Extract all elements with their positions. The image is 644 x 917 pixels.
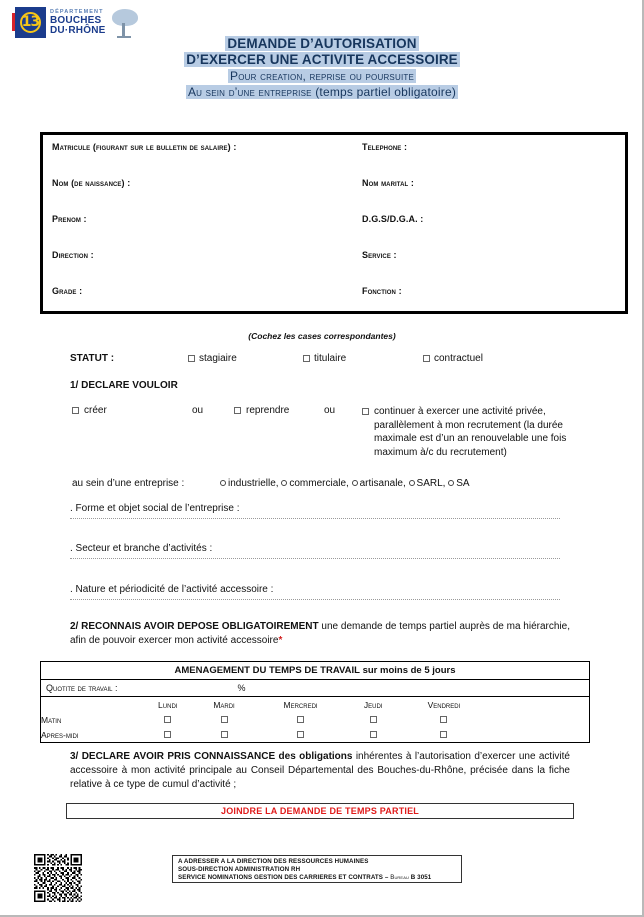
option-label: créer xyxy=(84,405,107,416)
spacer-cell xyxy=(489,712,589,727)
option-label: SA xyxy=(456,478,470,489)
title-line-3: Pour creation, reprise ou poursuite xyxy=(230,69,414,83)
fill-in-line[interactable] xyxy=(70,517,560,519)
address-line-1: A ADRESSER A LA DIRECTION DES RESSOURCES HUMAINES xyxy=(178,858,369,865)
fill-in-line[interactable] xyxy=(70,557,560,559)
checkbox-icon[interactable] xyxy=(221,731,228,738)
section1-choices xyxy=(72,405,612,459)
radio-option-artisanale[interactable] xyxy=(352,478,406,489)
checkbox-option-creer[interactable] xyxy=(72,405,192,416)
field-label-nom-marital: Nom marital : xyxy=(362,178,415,188)
joindre-banner xyxy=(66,803,574,819)
conjunction-ou-2: ou xyxy=(324,405,336,416)
quotite-row xyxy=(41,680,589,697)
section2-text: une demande de temps partiel auprès de ma hiérarchie, afin de pouvoir exercer mon activité accessoire xyxy=(70,621,570,646)
checkbox-icon[interactable] xyxy=(297,731,304,738)
logo-name-line1: BOUCHES xyxy=(50,15,102,27)
radio-icon[interactable] xyxy=(409,480,415,486)
identity-row xyxy=(43,135,625,171)
schedule-title-rest: sur moins de 5 jours xyxy=(359,665,456,676)
spacer-cell xyxy=(489,727,589,742)
column-header-jeudi: Jeudi xyxy=(363,699,383,710)
field-label-telephone: Telephone : xyxy=(362,142,408,152)
field-label-dgs-dga: D.G.S/D.G.A. : xyxy=(362,214,424,224)
table-row xyxy=(41,712,589,727)
section3-bold-lead: 3/ DECLARE AVOIR PRIS CONNAISSANCE des obligations xyxy=(70,751,353,762)
logo-department-label: DÉPARTEMENT xyxy=(50,8,104,15)
checkbox-cell-matin-mardi[interactable] xyxy=(195,712,254,727)
address-line-3-main: SERVICE NOMINATIONS GESTION DES CARRIERES ET CONTRATS – xyxy=(178,874,391,882)
column-header-mardi: Mardi xyxy=(213,699,235,710)
option-label: stagiaire xyxy=(199,353,237,364)
option-label: industrielle, xyxy=(228,478,279,489)
checkbox-cell-apresmidi-jeudi[interactable] xyxy=(348,727,399,742)
checkbox-cell-matin-lundi[interactable] xyxy=(141,712,195,727)
option-label: contractuel xyxy=(434,353,483,364)
qr-code-icon[interactable] xyxy=(34,854,82,902)
field-forme-objet-social xyxy=(70,503,560,519)
radio-icon[interactable] xyxy=(352,480,358,486)
title-line-2: D’EXERCER UNE ACTIVITE ACCESSOIRE xyxy=(186,52,458,67)
entreprise-label: au sein d’une entreprise : xyxy=(72,478,185,489)
checkbox-option-stagiaire[interactable] xyxy=(188,353,303,364)
logo-wordmark xyxy=(50,10,106,39)
checkbox-icon[interactable] xyxy=(221,716,228,723)
identity-fields-box xyxy=(40,132,628,314)
work-schedule-table xyxy=(40,661,590,743)
table-row xyxy=(41,697,589,713)
radio-icon[interactable] xyxy=(448,480,454,486)
field-label-service: Service : xyxy=(362,250,397,260)
title-line-4: Au sein d’une entreprise (temps partiel obligatoire) xyxy=(187,85,457,99)
field-label: . Forme et objet social de l’entreprise : xyxy=(70,503,240,514)
title-line-1: DEMANDE D’AUTORISATION xyxy=(227,36,417,51)
radio-option-sa[interactable] xyxy=(448,478,469,489)
option-label: commerciale, xyxy=(289,478,349,489)
checkbox-option-reprendre[interactable] xyxy=(234,405,324,416)
option-label: SARL, xyxy=(416,478,446,489)
section2-bold-lead: 2/ RECONNAIS AVOIR DEPOSE OBLIGATOIREMENT xyxy=(70,621,319,632)
checkbox-option-continuer[interactable] xyxy=(362,405,592,459)
address-line-3 xyxy=(178,874,461,882)
checkbox-icon[interactable] xyxy=(303,355,310,362)
logo-number: 13 xyxy=(21,14,40,30)
checkbox-icon[interactable] xyxy=(188,355,195,362)
section2-paragraph xyxy=(70,620,570,648)
quotite-value[interactable]: % xyxy=(237,683,246,693)
address-bureau-label: Bureau xyxy=(390,874,409,882)
field-label: . Secteur et branche d’activités : xyxy=(70,543,213,554)
option-label: titulaire xyxy=(314,353,347,364)
checkbox-instruction: (Cochez les cases correspondantes) xyxy=(248,331,396,341)
checkbox-icon[interactable] xyxy=(370,731,377,738)
field-label-matricule: Matricule (figurant sur le bulletin de salaire) : xyxy=(52,142,237,152)
schedule-title-bold: AMENAGEMENT DU TEMPS DE TRAVAIL xyxy=(174,665,360,676)
identity-row xyxy=(43,171,625,207)
field-secteur-branche xyxy=(70,543,560,559)
checkbox-cell-matin-mercredi[interactable] xyxy=(254,712,348,727)
entreprise-type-row xyxy=(72,478,612,489)
option-label: continuer à exercer une activité privée, parallèlement à mon recrutement (la durée maximale est d’un an renouvelable une fois maximum à/c du recrutement) xyxy=(374,406,567,458)
identity-row xyxy=(43,279,625,315)
column-header-lundi: Lundi xyxy=(158,699,178,710)
field-label-prenom: Prenom : xyxy=(52,214,87,224)
checkbox-icon[interactable] xyxy=(440,716,447,723)
checkbox-cell-apresmidi-lundi[interactable] xyxy=(141,727,195,742)
checkbox-cell-matin-vendredi[interactable] xyxy=(399,712,489,727)
column-header-mercredi: Mercredi xyxy=(283,699,318,710)
checkbox-icon[interactable] xyxy=(440,731,447,738)
statut-label: STATUT : xyxy=(70,353,115,364)
checkbox-icon[interactable] xyxy=(297,716,304,723)
radio-icon[interactable] xyxy=(281,480,287,486)
section3-text: inhérentes à l’autorisation d’exercer une activité accessoire à mon activité principale au Conseil Départemental des Bouches-du-Rhône, précisée dans la fiche relative à ce type de cumul d’activité ; xyxy=(70,751,570,790)
conjunction-ou-1: ou xyxy=(192,405,204,416)
checkbox-cell-apresmidi-mardi[interactable] xyxy=(195,727,254,742)
spacer-cell xyxy=(489,697,589,713)
row-header-matin: Matin xyxy=(41,714,62,725)
table-header-row xyxy=(41,662,589,680)
quotite-cell xyxy=(41,680,589,697)
address-line-2: SOUS-DIRECTION ADMINISTRATION RH xyxy=(178,866,301,874)
required-asterisk: * xyxy=(278,635,283,646)
section3-paragraph xyxy=(70,750,570,792)
quotite-label: Quotite de travail : xyxy=(46,683,118,693)
checkbox-icon[interactable] xyxy=(234,407,241,414)
identity-row xyxy=(43,207,625,243)
field-label-nom: Nom (de naissance) : xyxy=(52,178,131,188)
option-label: reprendre xyxy=(246,405,290,416)
radio-option-commerciale[interactable] xyxy=(281,478,348,489)
row-header-apres-midi: Apres-midi xyxy=(41,729,79,740)
radio-option-industrielle[interactable] xyxy=(220,478,279,489)
field-nature-periodicite xyxy=(70,584,560,600)
column-header-vendredi: Vendredi xyxy=(427,699,461,710)
radio-icon[interactable] xyxy=(220,480,226,486)
field-label-fonction: Fonction : xyxy=(362,286,402,296)
table-row xyxy=(41,727,589,742)
checkbox-icon[interactable] xyxy=(423,355,430,362)
qr-code-svg xyxy=(34,854,82,902)
field-label-direction: Direction : xyxy=(52,250,94,260)
checkbox-icon[interactable] xyxy=(164,716,171,723)
checkbox-option-titulaire[interactable] xyxy=(303,353,423,364)
option-label: artisanale, xyxy=(359,478,406,489)
checkbox-icon[interactable] xyxy=(362,408,369,415)
checkbox-cell-matin-jeudi[interactable] xyxy=(348,712,399,727)
radio-option-sarl[interactable] xyxy=(409,478,446,489)
identity-row xyxy=(43,243,625,279)
checkbox-cell-apresmidi-mercredi[interactable] xyxy=(254,727,348,742)
address-bureau-number: B 3051 xyxy=(408,874,432,882)
section1-heading: 1/ DECLARE VOULOIR xyxy=(70,380,178,391)
checkbox-cell-apresmidi-vendredi[interactable] xyxy=(399,727,489,742)
schedule-title xyxy=(41,662,589,680)
empty-corner-cell xyxy=(41,697,141,713)
logo-name-line2: DU·RHÔNE xyxy=(50,25,106,37)
address-box xyxy=(172,855,462,883)
page-title xyxy=(0,36,644,100)
field-label: . Nature et périodicité de l’activité accessoire : xyxy=(70,584,274,595)
checkbox-icon[interactable] xyxy=(370,716,377,723)
fill-in-line[interactable] xyxy=(70,598,560,600)
checkbox-icon[interactable] xyxy=(72,407,79,414)
statut-row xyxy=(70,353,590,364)
checkbox-option-contractuel[interactable] xyxy=(423,353,483,364)
field-label-grade: Grade : xyxy=(52,286,83,296)
checkbox-icon[interactable] xyxy=(164,731,171,738)
joindre-banner-text: JOINDRE LA DEMANDE DE TEMPS PARTIEL xyxy=(220,806,419,816)
